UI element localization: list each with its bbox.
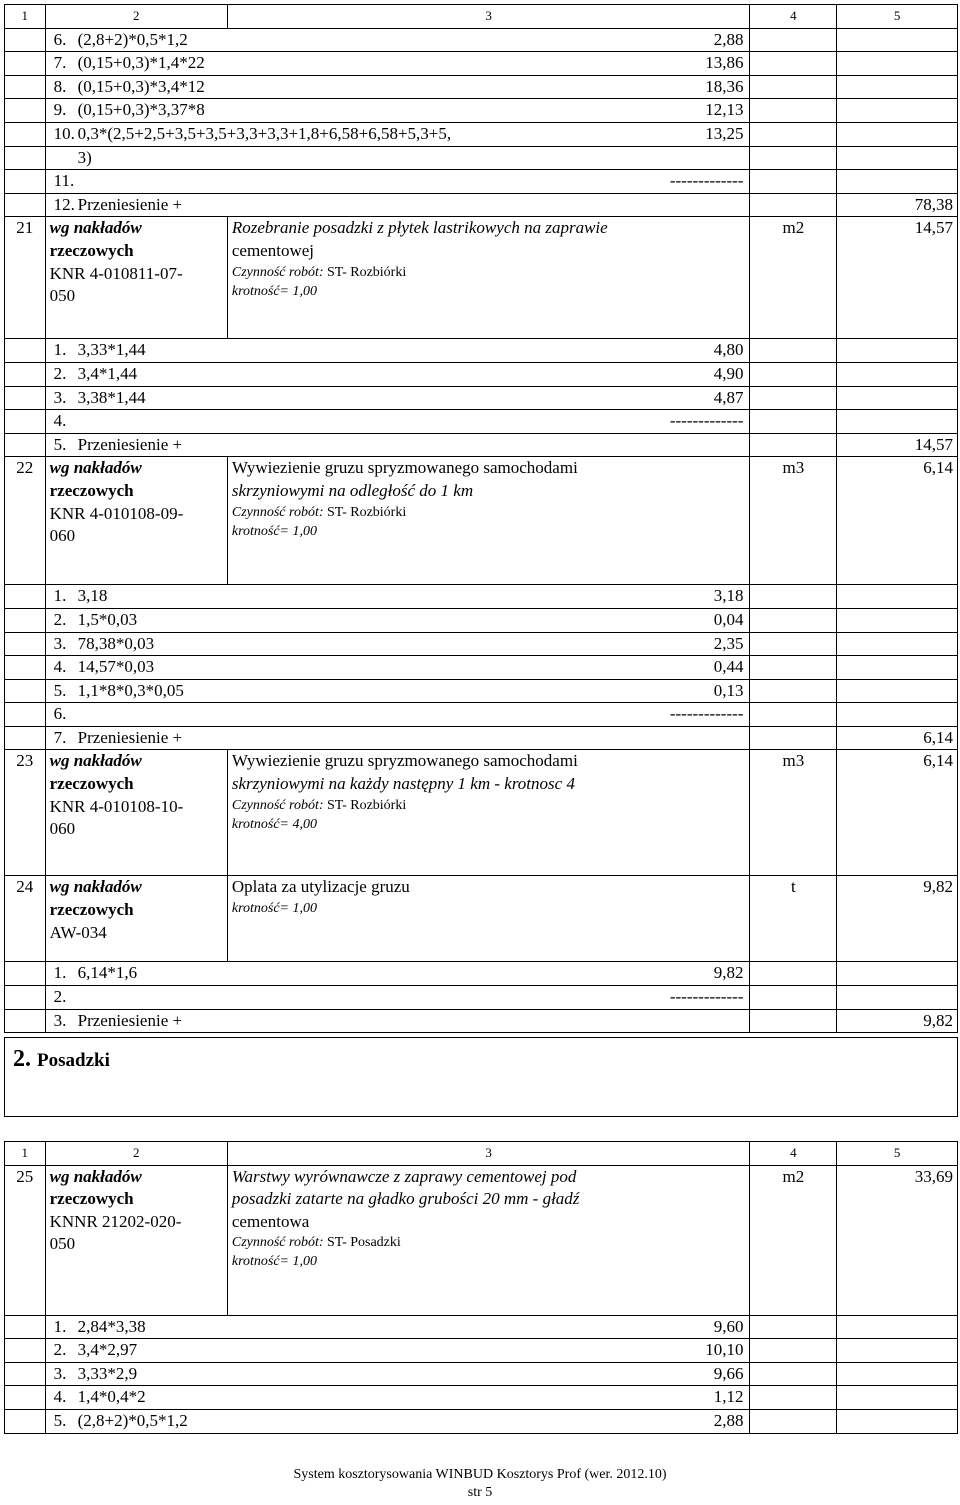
position-row: 21 wg nakładów rzeczowych KNR 4-010811-07- 050 Rozebranie posadzki z płytek lastrikowych na zaprawie cementowej Czynność robót: ST- Rozbiórki krotność= 1,00 m2 14,57	[5, 217, 958, 339]
multiplier: krotność= 1,00	[231, 283, 318, 299]
basis-code: 050	[49, 286, 76, 306]
measurement-row: 3)	[5, 146, 958, 170]
activity-label: ST- Rozbiórki	[327, 797, 407, 813]
basis-label: wg nakładów	[49, 877, 142, 897]
carryover-total: 14,57	[837, 433, 958, 457]
position-description: Oplata za utylizacje gruzu	[231, 877, 410, 897]
unit: m2	[750, 217, 837, 339]
measurement-row: 10. 0,3*(2,5+2,5+3,5+3,5+3,3+3,3+1,8+6,58+6,58+5,3+5, 13,25	[5, 122, 958, 146]
measurement-row: 6. -------------	[5, 703, 958, 727]
measurement-row: 5. 1,1*8*0,3*0,05 0,13	[5, 679, 958, 703]
measurement-row: 4. 1,4*0,4*2 1,12	[5, 1386, 958, 1410]
column-header: 3	[227, 1142, 750, 1166]
quantity: 33,69	[837, 1165, 958, 1315]
column-header-row	[5, 5, 958, 29]
basis-label: wg nakładów	[49, 1166, 142, 1186]
measurement-row: 4. 14,57*0,03 0,44	[5, 656, 958, 680]
basis-label: wg nakładów	[49, 751, 142, 771]
position-number: 22	[5, 457, 46, 585]
measurement-row: 1. 6,14*1,6 9,82	[5, 962, 958, 986]
multiplier: krotność= 4,00	[231, 816, 318, 832]
basis-label: rzeczowych	[49, 480, 134, 500]
column-header: 2	[45, 5, 227, 29]
measurement-row: 6. (2,8+2)*0,5*1,2 2,88	[5, 28, 958, 52]
carryover-row: 3. Przeniesienie + 9,82	[5, 1009, 958, 1033]
column-header: 5	[837, 1142, 958, 1166]
measurement-row: 9. (0,15+0,3)*3,37*8 12,13	[5, 99, 958, 123]
section-title: Posadzki	[37, 1050, 110, 1071]
basis-code: 050	[49, 1234, 76, 1254]
basis-label: wg nakładów	[49, 218, 142, 238]
column-header: 1	[5, 5, 46, 29]
column-header: 4	[750, 1142, 837, 1166]
quantity: 9,82	[837, 876, 958, 962]
unit: t	[750, 876, 837, 962]
quantity: 6,14	[837, 750, 958, 876]
measurement-row: 5. (2,8+2)*0,5*1,2 2,88	[5, 1409, 958, 1433]
carryover-total: 78,38	[837, 193, 958, 217]
position-description: cementowa	[231, 1211, 310, 1231]
multiplier: krotność= 1,00	[231, 901, 318, 917]
measurement-row: 3. 3,33*2,9 9,66	[5, 1362, 958, 1386]
position-row: 23 wg nakładów rzeczowych KNR 4-010108-10- 060 Wywiezienie gruzu spryzmowanego samochodami skrzyniowymi na każdy następny 1 km - krotnosc 4 Czynność robót: ST- Rozbiórki krotność= 4,00 m3 6,14	[5, 750, 958, 876]
measurement-row: 7. (0,15+0,3)*1,4*22 13,86	[5, 52, 958, 76]
position-number: 23	[5, 750, 46, 876]
unit: m2	[750, 1165, 837, 1315]
position-row	[5, 876, 958, 962]
measurement-row: 4. -------------	[5, 410, 958, 434]
measurement-row: 2. -------------	[5, 986, 958, 1010]
measurement-row: 8. (0,15+0,3)*3,4*12 18,36	[5, 75, 958, 99]
basis-code: KNR 4-010108-10-	[49, 796, 184, 816]
position-description: Warstwy wyrównawcze z zaprawy cementowej pod	[231, 1166, 577, 1186]
unit: m3	[750, 457, 837, 585]
carryover-total: 6,14	[837, 726, 958, 750]
position-row: 25 wg nakładów rzeczowych KNNR 21202-020- 050 Warstwy wyrównawcze z zaprawy cementowej pod posadzki zatarte na gładko grubości 20 mm - gładź cementowa Czynność robót: ST- Posadzki krotność= 1,00 m2 33,69	[5, 1165, 958, 1315]
cost-table-2	[4, 1141, 958, 1434]
column-header-row	[5, 1142, 958, 1166]
quantity: 14,57	[837, 217, 958, 339]
column-header: 2	[45, 1142, 227, 1166]
footer	[0, 1466, 960, 1502]
page-number: str 5	[467, 1485, 493, 1500]
activity-label: ST- Posadzki	[327, 1235, 401, 1251]
position-description: posadzki zatarte na gładko grubości 20 mm - gładź	[231, 1189, 580, 1209]
position-description: skrzyniowymi na odległość do 1 km	[231, 480, 474, 500]
measurement-row: 3. 3,38*1,44 4,87	[5, 386, 958, 410]
measurement-row: 11. -------------	[5, 170, 958, 194]
column-header: 5	[837, 5, 958, 29]
position-description: Wywiezienie gruzu spryzmowanego samochodami	[231, 751, 578, 771]
unit: m3	[750, 750, 837, 876]
column-header: 3	[227, 5, 750, 29]
basis-label: rzeczowych	[49, 774, 134, 794]
quantity: 6,14	[837, 457, 958, 585]
position-number: 25	[5, 1165, 46, 1315]
column-header: 1	[5, 1142, 46, 1166]
section-header	[4, 1037, 958, 1117]
measurement-row: 2. 3,4*1,44 4,90	[5, 362, 958, 386]
position-number: 24	[5, 876, 46, 962]
basis-label: rzeczowych	[49, 240, 134, 260]
basis-code: KNNR 21202-020-	[49, 1211, 182, 1231]
position-number: 21	[5, 217, 46, 339]
position-description: Wywiezienie gruzu spryzmowanego samochodami	[231, 458, 578, 478]
measurement-row: 1. 3,18 3,18	[5, 585, 958, 609]
measurement-row: 1. 3,33*1,44 4,80	[5, 339, 958, 363]
section-number: 2.	[13, 1046, 31, 1072]
column-header: 4	[750, 5, 837, 29]
position-description: skrzyniowymi na każdy następny 1 km - krotnosc 4	[231, 774, 575, 794]
carryover-row: 12. Przeniesienie + 78,38	[5, 193, 958, 217]
footer-software: System kosztorysowania WINBUD Kosztorys Prof (wer. 2012.10)	[293, 1467, 667, 1482]
basis-code: AW-034	[49, 922, 107, 942]
measurement-row: 2. 1,5*0,03 0,04	[5, 608, 958, 632]
activity-label: ST- Rozbiórki	[327, 504, 407, 520]
position-row: 22 wg nakładów rzeczowych KNR 4-010108-09- 060 Wywiezienie gruzu spryzmowanego samochodami skrzyniowymi na odległość do 1 km Czynność robót: ST- Rozbiórki krotność= 1,00 m3 6,14	[5, 457, 958, 585]
activity-label: ST- Rozbiórki	[327, 264, 407, 280]
carryover-total: 9,82	[837, 1009, 958, 1033]
measurement-row: 1. 2,84*3,38 9,60	[5, 1315, 958, 1339]
basis-code: 060	[49, 526, 76, 546]
basis-code: 060	[49, 819, 76, 839]
basis-label: wg nakładów	[49, 458, 142, 478]
basis-code: KNR 4-010811-07-	[49, 263, 183, 283]
cost-table	[4, 4, 958, 1033]
basis-label: rzeczowych	[49, 1189, 134, 1209]
measurement-row: 3. 78,38*0,03 2,35	[5, 632, 958, 656]
multiplier: krotność= 1,00	[231, 523, 318, 539]
carryover-row: 5. Przeniesienie + 14,57	[5, 433, 958, 457]
measurement-row: 2. 3,4*2,97 10,10	[5, 1339, 958, 1363]
basis-label: rzeczowych	[49, 900, 134, 920]
multiplier: krotność= 1,00	[231, 1254, 318, 1270]
position-description: cementowej	[231, 240, 314, 260]
carryover-row: 7. Przeniesienie + 6,14	[5, 726, 958, 750]
basis-code: KNR 4-010108-09-	[49, 503, 184, 523]
position-description: Rozebranie posadzki z płytek lastrikowych na zaprawie	[231, 218, 608, 238]
